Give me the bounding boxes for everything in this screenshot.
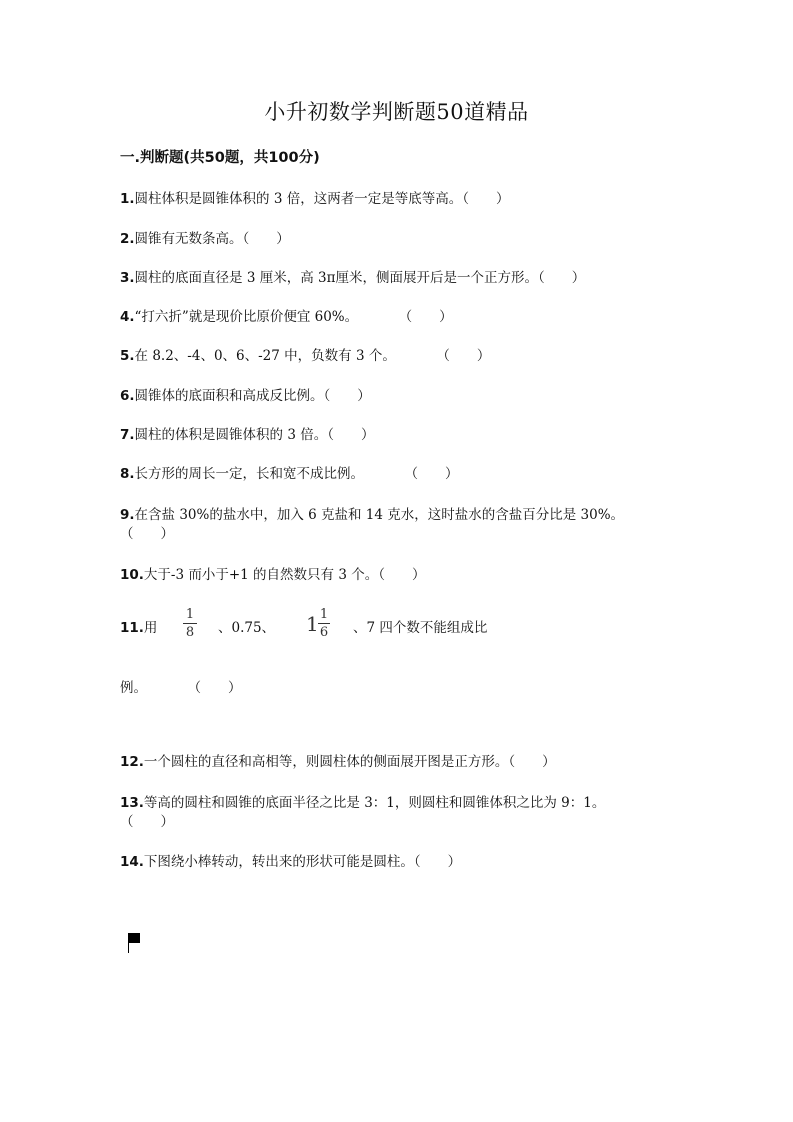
question-number: 7. (120, 427, 135, 443)
flag-rectangle (128, 933, 140, 943)
fraction-bar (183, 623, 197, 624)
question-number: 5. (120, 348, 135, 364)
question-text: 等高的圆柱和圆锥的底面半径之比是 3：1，则圆柱和圆锥体积之比为 9：1。 (143, 795, 606, 811)
question-text: 长方形的周长一定，长和宽不成比例。 （ ） (134, 466, 459, 482)
question-11-tail: 、7 四个数不能组成比 (353, 620, 488, 636)
question-number: 1. (120, 191, 135, 207)
question-text: 大于-3 而小于+1 的自然数只有 3 个。（ ） (143, 567, 426, 583)
question-number: 4. (120, 309, 135, 325)
question-number: 2. (120, 231, 135, 247)
fraction-one-sixth (318, 607, 330, 640)
question-text: 用 (143, 620, 158, 636)
question-1 (120, 187, 509, 207)
question-5 (120, 344, 490, 364)
question-11 (120, 616, 157, 636)
question-6 (120, 384, 371, 404)
question-8 (120, 462, 459, 482)
question-text: 圆锥有无数条高。（ ） (134, 231, 290, 247)
fraction-one-eighth (183, 607, 197, 640)
question-text: 在 8.2、-4、0、6、-27 中，负数有 3 个。 （ ） (134, 348, 491, 364)
mixed-number-whole: 1 (306, 612, 319, 636)
question-10 (120, 563, 425, 583)
document-title: 小升初数学判断题50道精品 (264, 100, 529, 124)
question-number: 6. (120, 388, 135, 404)
question-text: 圆锥体的底面积和高成反比例。（ ） (134, 388, 371, 404)
question-text: 一个圆柱的直径和高相等，则圆柱体的侧面展开图是正方形。（ ） (143, 754, 556, 770)
section-heading: 一.判断题(共50题，共100分) (120, 150, 320, 166)
question-number: 9. (120, 507, 135, 523)
fraction-denominator: 8 (185, 625, 195, 640)
question-13-continuation: （ ） (120, 814, 174, 830)
question-4 (120, 305, 453, 325)
question-7 (120, 423, 374, 443)
question-text: 下图绕小棒转动，转出来的形状可能是圆柱。（ ） (143, 854, 462, 870)
question-number: 12. (120, 754, 144, 770)
question-number: 3. (120, 270, 135, 286)
fraction-numerator: 1 (319, 607, 329, 622)
stick-flag-figure (127, 933, 141, 953)
question-14 (120, 850, 461, 870)
question-9 (120, 503, 624, 523)
question-number: 14. (120, 854, 144, 870)
fraction-denominator: 6 (319, 625, 329, 640)
question-11-continuation: 例。 （ ） (120, 680, 242, 696)
question-text: 在含盐 30%的盐水中，加入 6 克盐和 14 克水，这时盐水的含盐百分比是 30%。 (134, 507, 625, 523)
question-text: 圆柱的底面直径是 3 厘米，高 3π厘米，侧面展开后是一个正方形。（ ） (134, 270, 586, 286)
question-text: 圆柱体积是圆锥体积的 3 倍，这两者一定是等底等高。（ ） (134, 191, 510, 207)
question-2 (120, 227, 290, 247)
question-3 (120, 266, 585, 286)
question-text: 圆柱的体积是圆锥体积的 3 倍。（ ） (134, 427, 375, 443)
question-number: 13. (120, 795, 144, 811)
fraction-numerator: 1 (185, 607, 195, 622)
question-9-continuation: （ ） (120, 526, 174, 542)
question-11-middle: 、0.75、 (218, 620, 276, 636)
fraction-bar (318, 623, 330, 624)
question-13 (120, 791, 605, 811)
question-number: 10. (120, 567, 144, 583)
question-text: “打六折”就是现价比原价便宜 60%。 （ ） (134, 309, 453, 325)
question-12 (120, 750, 556, 770)
question-number: 11. (120, 620, 144, 636)
question-number: 8. (120, 466, 135, 482)
